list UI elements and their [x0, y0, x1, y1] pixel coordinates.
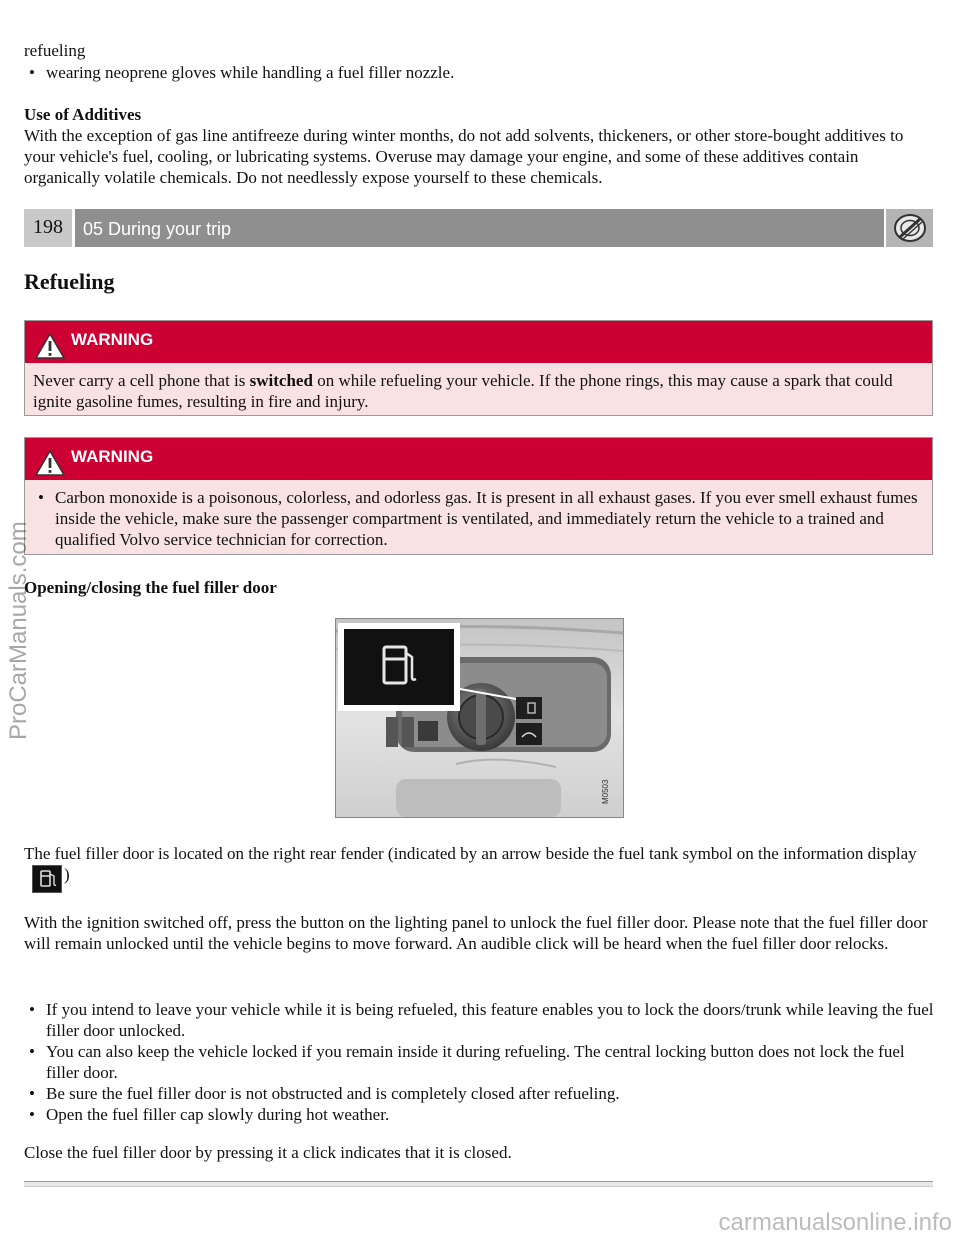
warning-header: [25, 438, 932, 480]
warning-label: WARNING: [71, 330, 154, 349]
warning-text-part: Never carry a cell phone that is: [33, 371, 250, 390]
warning-text-part: on while refueling your vehicle. If the phone rings, this may cause a spark that could ignite gasoline fumes, resulting in fire and injury.: [33, 371, 893, 411]
steering-wheel-icon: [886, 209, 933, 247]
warning-header: [25, 321, 932, 363]
fuel-door-location-paragraph: [24, 843, 934, 893]
figure-code: M0503: [601, 779, 610, 804]
warning-list: [33, 487, 924, 550]
close-door-paragraph: Close the fuel filler door by pressing it a click indicates that it is closed.: [24, 1143, 512, 1162]
watermark-bottom: carmanualsonline.info: [718, 1209, 952, 1236]
warning-text: [25, 363, 932, 420]
paragraph-text: The fuel filler door is located on the right rear fender (indicated by an arrow beside the fuel tank symbol on the information display: [24, 844, 917, 863]
paragraph-text: ): [64, 865, 70, 884]
warning-text: [25, 480, 932, 558]
lighting-panel-image: [335, 618, 624, 818]
subheading: Opening/closing the fuel filler door: [24, 578, 277, 597]
chapter-header: [24, 209, 933, 247]
list-item: • Open the fuel filler cap slowly during hot weather.: [24, 1104, 934, 1125]
warning-label: WARNING: [71, 447, 154, 466]
warning-triangle-icon: [35, 450, 65, 481]
divider: [24, 1181, 933, 1187]
list-item: • If you intend to leave your vehicle while it is being refueled, this feature enables you to lock the doors/trunk while leaving the fuel filler door unlocked.: [24, 999, 934, 1041]
chapter-title: 05 During your trip: [75, 209, 884, 247]
unlock-paragraph: With the ignition switched off, press the button on the lighting panel to unlock the fuel filler door. Please note that the fuel filler door will remain unlocked until the vehicle begins to move forward. An audible click will be heard when the fuel filler door relocks.: [24, 913, 928, 953]
list-item: • Be sure the fuel filler door is not obstructed and is completely closed after refueling.: [24, 1083, 934, 1104]
list-item: • wearing neoprene gloves while handling a fuel filler nozzle.: [24, 62, 934, 83]
list-item: • Carbon monoxide is a poisonous, colorless, and odorless gas. It is present in all exhaust gases. If you ever smell exhaust fumes inside the vehicle, make sure the passenger compartment is ventilated, and immediately return the vehicle to a trained and qualified Volvo service technician for correction.: [33, 487, 924, 550]
refueling-notes-list: [24, 999, 934, 1125]
page-number: 198: [24, 209, 72, 247]
additives-heading: Use of Additives: [24, 105, 142, 124]
continued-text: refueling: [24, 41, 86, 60]
warning-triangle-icon: [35, 333, 65, 364]
additives-paragraph: With the exception of gas line antifreeze during winter months, do not add solvents, thickeners, or other store-bought additives to your vehicle's fuel, cooling, or lubricating systems. Overuse may damage your engine, and some of these additives contain organically volatile chemicals. Do not needlessly expose yourself to these chemicals.: [24, 126, 904, 187]
list-item: • You can also keep the vehicle locked if you remain inside it during refueling. The central locking button does not lock the fuel filler door.: [24, 1041, 934, 1083]
warning-box-cell-phone: [24, 320, 933, 416]
gloves-list: [24, 62, 934, 83]
watermark-left: ProCarManuals.com: [5, 521, 32, 740]
warning-text-emphasis: switched: [249, 371, 313, 390]
warning-box-carbon-monoxide: [24, 437, 933, 555]
section-title: Refueling: [24, 269, 115, 294]
fuel-pump-icon: [32, 865, 62, 893]
